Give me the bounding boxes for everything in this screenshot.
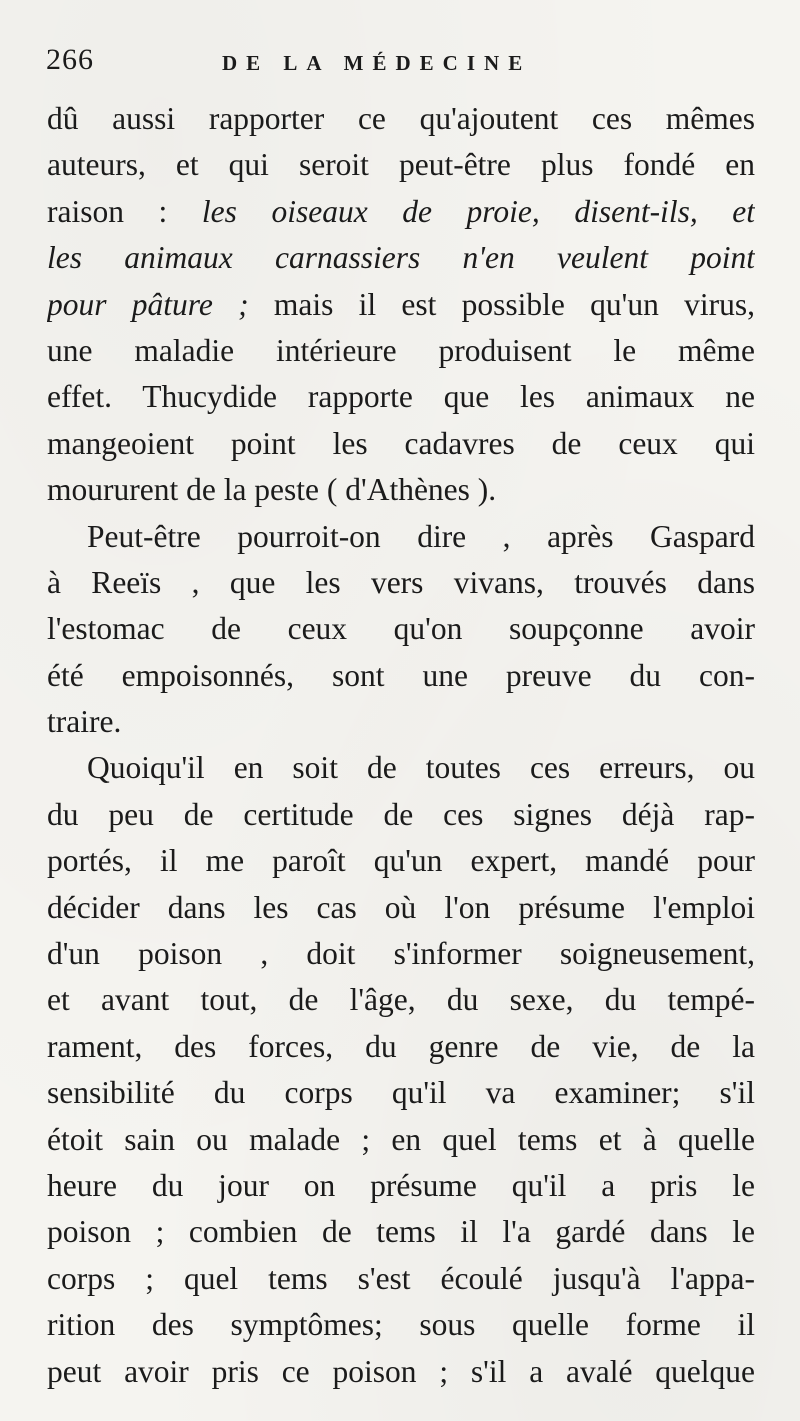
text-line: [47, 792, 755, 838]
paragraph-2: [47, 514, 755, 746]
text-run: traire.: [47, 704, 122, 740]
text-run: du peu de certitude de ces signes déjà rap-: [47, 796, 755, 832]
page-number: 266: [46, 43, 94, 76]
italic-text: les oiseaux de proie, disent-ils, et: [201, 193, 755, 229]
text-run: d'un poison , doit s'informer soigneusement,: [47, 936, 755, 972]
page-header: [46, 42, 766, 82]
text-run: moururent de la peste ( d'Athènes ).: [47, 472, 497, 508]
text-line: [47, 1349, 755, 1395]
text-line: [47, 838, 755, 884]
text-line: [47, 977, 755, 1023]
text-line: [47, 189, 755, 235]
italic-text: pour pâture ;: [47, 286, 249, 322]
text-run: effet. Thucydide rapporte que les animaux ne: [47, 379, 755, 415]
text-line: [47, 142, 755, 188]
text-line: [47, 514, 755, 560]
text-line: [47, 328, 755, 374]
text-run: auteurs, et qui seroit peut-être plus fondé en: [47, 147, 755, 183]
text-line: [47, 931, 755, 977]
text-line: [47, 282, 755, 328]
text-line: [47, 374, 755, 420]
text-run: poison ; combien de tems il l'a gardé dans le: [47, 1214, 755, 1250]
text-run: rition des symptômes; sous quelle forme il: [47, 1307, 755, 1343]
text-run: et avant tout, de l'âge, du sexe, du tempé-: [47, 982, 755, 1018]
text-line: [47, 606, 755, 652]
text-run: rament, des forces, du genre de vie, de la: [47, 1028, 755, 1064]
text-run: décider dans les cas où l'on présume l'emploi: [47, 889, 755, 925]
text-run: raison :: [47, 193, 202, 229]
text-run: mais il est possible qu'un virus,: [248, 286, 755, 322]
text-line: [47, 885, 755, 931]
body-text: [47, 96, 755, 1395]
running-head: DE LA MÉDECINE: [222, 51, 532, 75]
text-run: corps ; quel tems s'est écoulé jusqu'à l'appa-: [47, 1260, 755, 1296]
text-line: [47, 1117, 755, 1163]
text-run: mangeoient point les cadavres de ceux qui: [47, 425, 755, 461]
text-run: Quoiqu'il en soit de toutes ces erreurs, ou: [87, 750, 755, 786]
text-line: [47, 1163, 755, 1209]
italic-text: les animaux carnassiers n'en veulent point: [47, 240, 755, 276]
text-line: [47, 745, 755, 791]
text-line: [47, 699, 755, 745]
text-line: [47, 653, 755, 699]
text-run: à Reeïs , que les vers vivans, trouvés dans: [47, 564, 755, 600]
text-line: [47, 96, 755, 142]
text-line: [47, 560, 755, 606]
text-run: une maladie intérieure produisent le même: [47, 332, 755, 368]
text-line: [47, 1209, 755, 1255]
text-run: l'estomac de ceux qu'on soupçonne avoir: [47, 611, 755, 647]
text-run: été empoisonnés, sont une preuve du con-: [47, 657, 755, 693]
text-line: [47, 1256, 755, 1302]
text-run: sensibilité du corps qu'il va examiner; s'il: [47, 1075, 755, 1111]
text-line: [47, 1024, 755, 1070]
text-run: heure du jour on présume qu'il a pris le: [47, 1167, 755, 1203]
text-line: [47, 235, 755, 281]
paragraph-3: [47, 745, 755, 1394]
paragraph-1: [47, 96, 755, 514]
text-line: [47, 1070, 755, 1116]
text-run: portés, il me paroît qu'un expert, mandé pour: [47, 843, 755, 879]
text-run: étoit sain ou malade ; en quel tems et à quelle: [47, 1121, 755, 1157]
text-run: Peut-être pourroit-on dire , après Gaspard: [87, 518, 755, 554]
text-run: dû aussi rapporter ce qu'ajoutent ces mêmes: [47, 101, 755, 136]
text-line: [47, 467, 755, 513]
text-line: [47, 421, 755, 467]
text-line: [47, 1302, 755, 1348]
text-run: peut avoir pris ce poison ; s'il a avalé quelque: [47, 1353, 755, 1389]
